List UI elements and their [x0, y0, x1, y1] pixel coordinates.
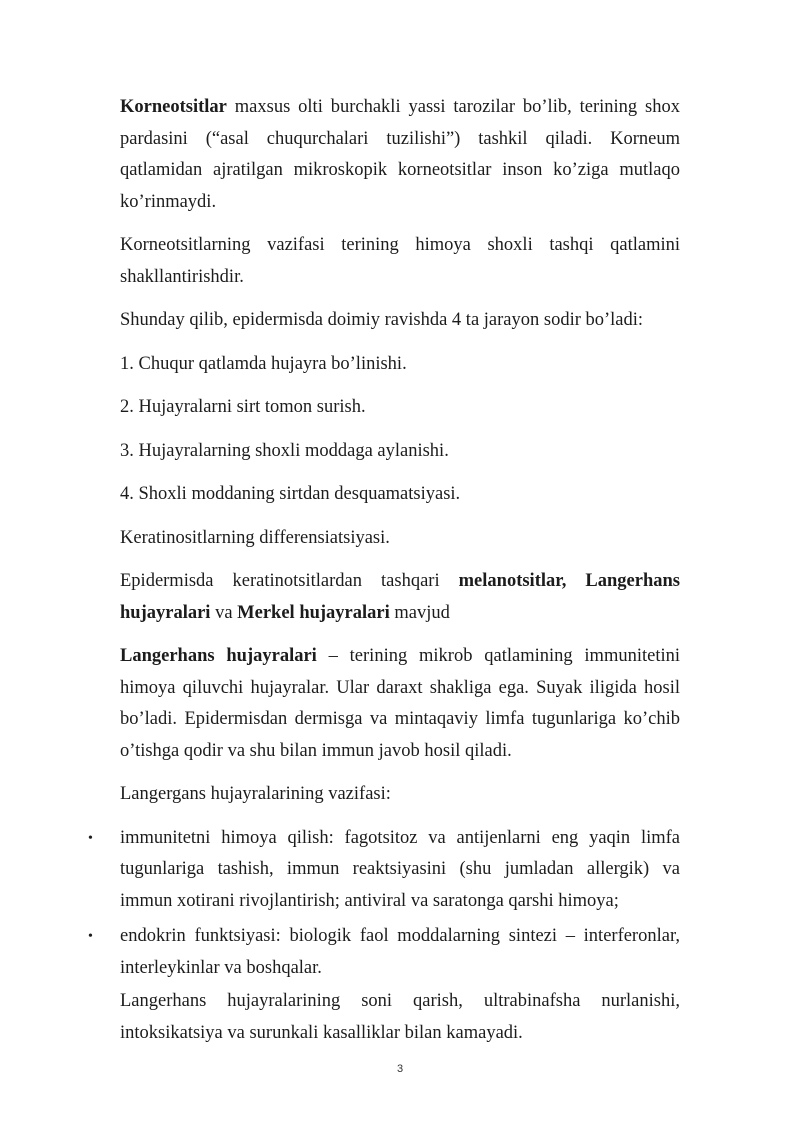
text-line: Korneotsitlar maxsus olti burchakli yassi tarozilar bo’lib, terining shox	[120, 97, 680, 117]
paragraph-vazifasi-heading: Langergans hujayralarining vazifasi:	[120, 784, 391, 804]
text-line: tugunlariga tashish, immun reaktsiyasini (shu jumladan allergik) va	[120, 859, 680, 879]
paragraph-langerhans	[120, 641, 680, 767]
bold-term: Langerhans hujayralari	[120, 646, 317, 666]
paragraph-differensiatsiya: Keratinositlarning differensiatsiyasi.	[120, 527, 390, 548]
paragraph-korneotsitlar	[120, 92, 680, 218]
text-line: endokrin funktsiyasi: biologik faol moddalarning sintezi – interferonlar,	[120, 926, 680, 946]
paragraph-vazifasi	[120, 230, 680, 293]
text-line: interleykinlar va boshqalar.	[120, 957, 322, 978]
step-item: 2. Hujayralarni sirt tomon surish.	[120, 397, 366, 417]
text-line: o’tishga qodir va shu bilan immun javob hosil qiladi.	[120, 740, 512, 761]
paragraph-kamayadi	[120, 986, 680, 1049]
step-item: 3. Hujayralarning shoxli moddaga aylanishi.	[120, 440, 449, 461]
text-line: pardasini (“asal chuqurchalari tuzilishi”) tashkil qiladi. Korneum	[120, 128, 680, 149]
list-item	[88, 823, 680, 918]
bullet-list	[88, 823, 680, 985]
paragraph-epidermis-cells	[120, 566, 680, 629]
text-line: Epidermisda keratinotsitlardan tashqari melanotsitlar, Langerhans	[120, 571, 681, 591]
text-line: immunitetni himoya qilish: fagotsitoz va antijenlarni eng yaqin limfa	[120, 827, 680, 848]
page-number: 3	[396, 1063, 404, 1075]
text-line: Langerhans hujayralarining soni qarish, ultrabinafsha nurlanishi,	[120, 991, 680, 1011]
text-line: intoksikatsiya va surunkali kasalliklar bilan kamayadi.	[120, 1022, 523, 1043]
document-page	[88, 92, 681, 1061]
step-item: 1. Chuqur qatlamda hujayra bo’linishi.	[120, 353, 407, 374]
bullet-icon: •	[88, 929, 93, 944]
bullet-icon: •	[88, 830, 93, 846]
text-line: ko’rinmaydi.	[120, 191, 217, 212]
step-item: 4. Shoxli moddaning sirtdan desquamatsiyasi.	[120, 484, 461, 504]
paragraph-jarayon: Shunday qilib, epidermisda doimiy ravishda 4 ta jarayon sodir bo’ladi:	[120, 310, 644, 330]
text-line: bo’ladi. Epidermisdan dermisga va mintaqaviy limfa tugunlariga ko’chib	[120, 709, 680, 729]
text-line: immun xotirani rivojlantirish; antiviral va saratonga qarshi himoya;	[120, 890, 619, 911]
bold-term: Korneotsitlar	[120, 97, 227, 117]
text-line: Korneotsitlarning vazifasi terining himoya shoxli tashqi qatlamini	[120, 235, 680, 255]
list-item	[88, 921, 680, 984]
text-line: hujayralari va Merkel hujayralari mavjud	[120, 602, 450, 623]
text-line: shakllantirishdir.	[120, 266, 244, 287]
text-line: himoya qiluvchi hujayralar. Ular daraxt shakliga ega. Suyak iligida hosil	[120, 677, 680, 698]
text-line: qatlamidan ajratilgan mikroskopik korneotsitlar inson ko’ziga mutlaqo	[120, 160, 680, 180]
text-line: Langerhans hujayralari – terining mikrob qatlamining immunitetini	[120, 646, 680, 666]
